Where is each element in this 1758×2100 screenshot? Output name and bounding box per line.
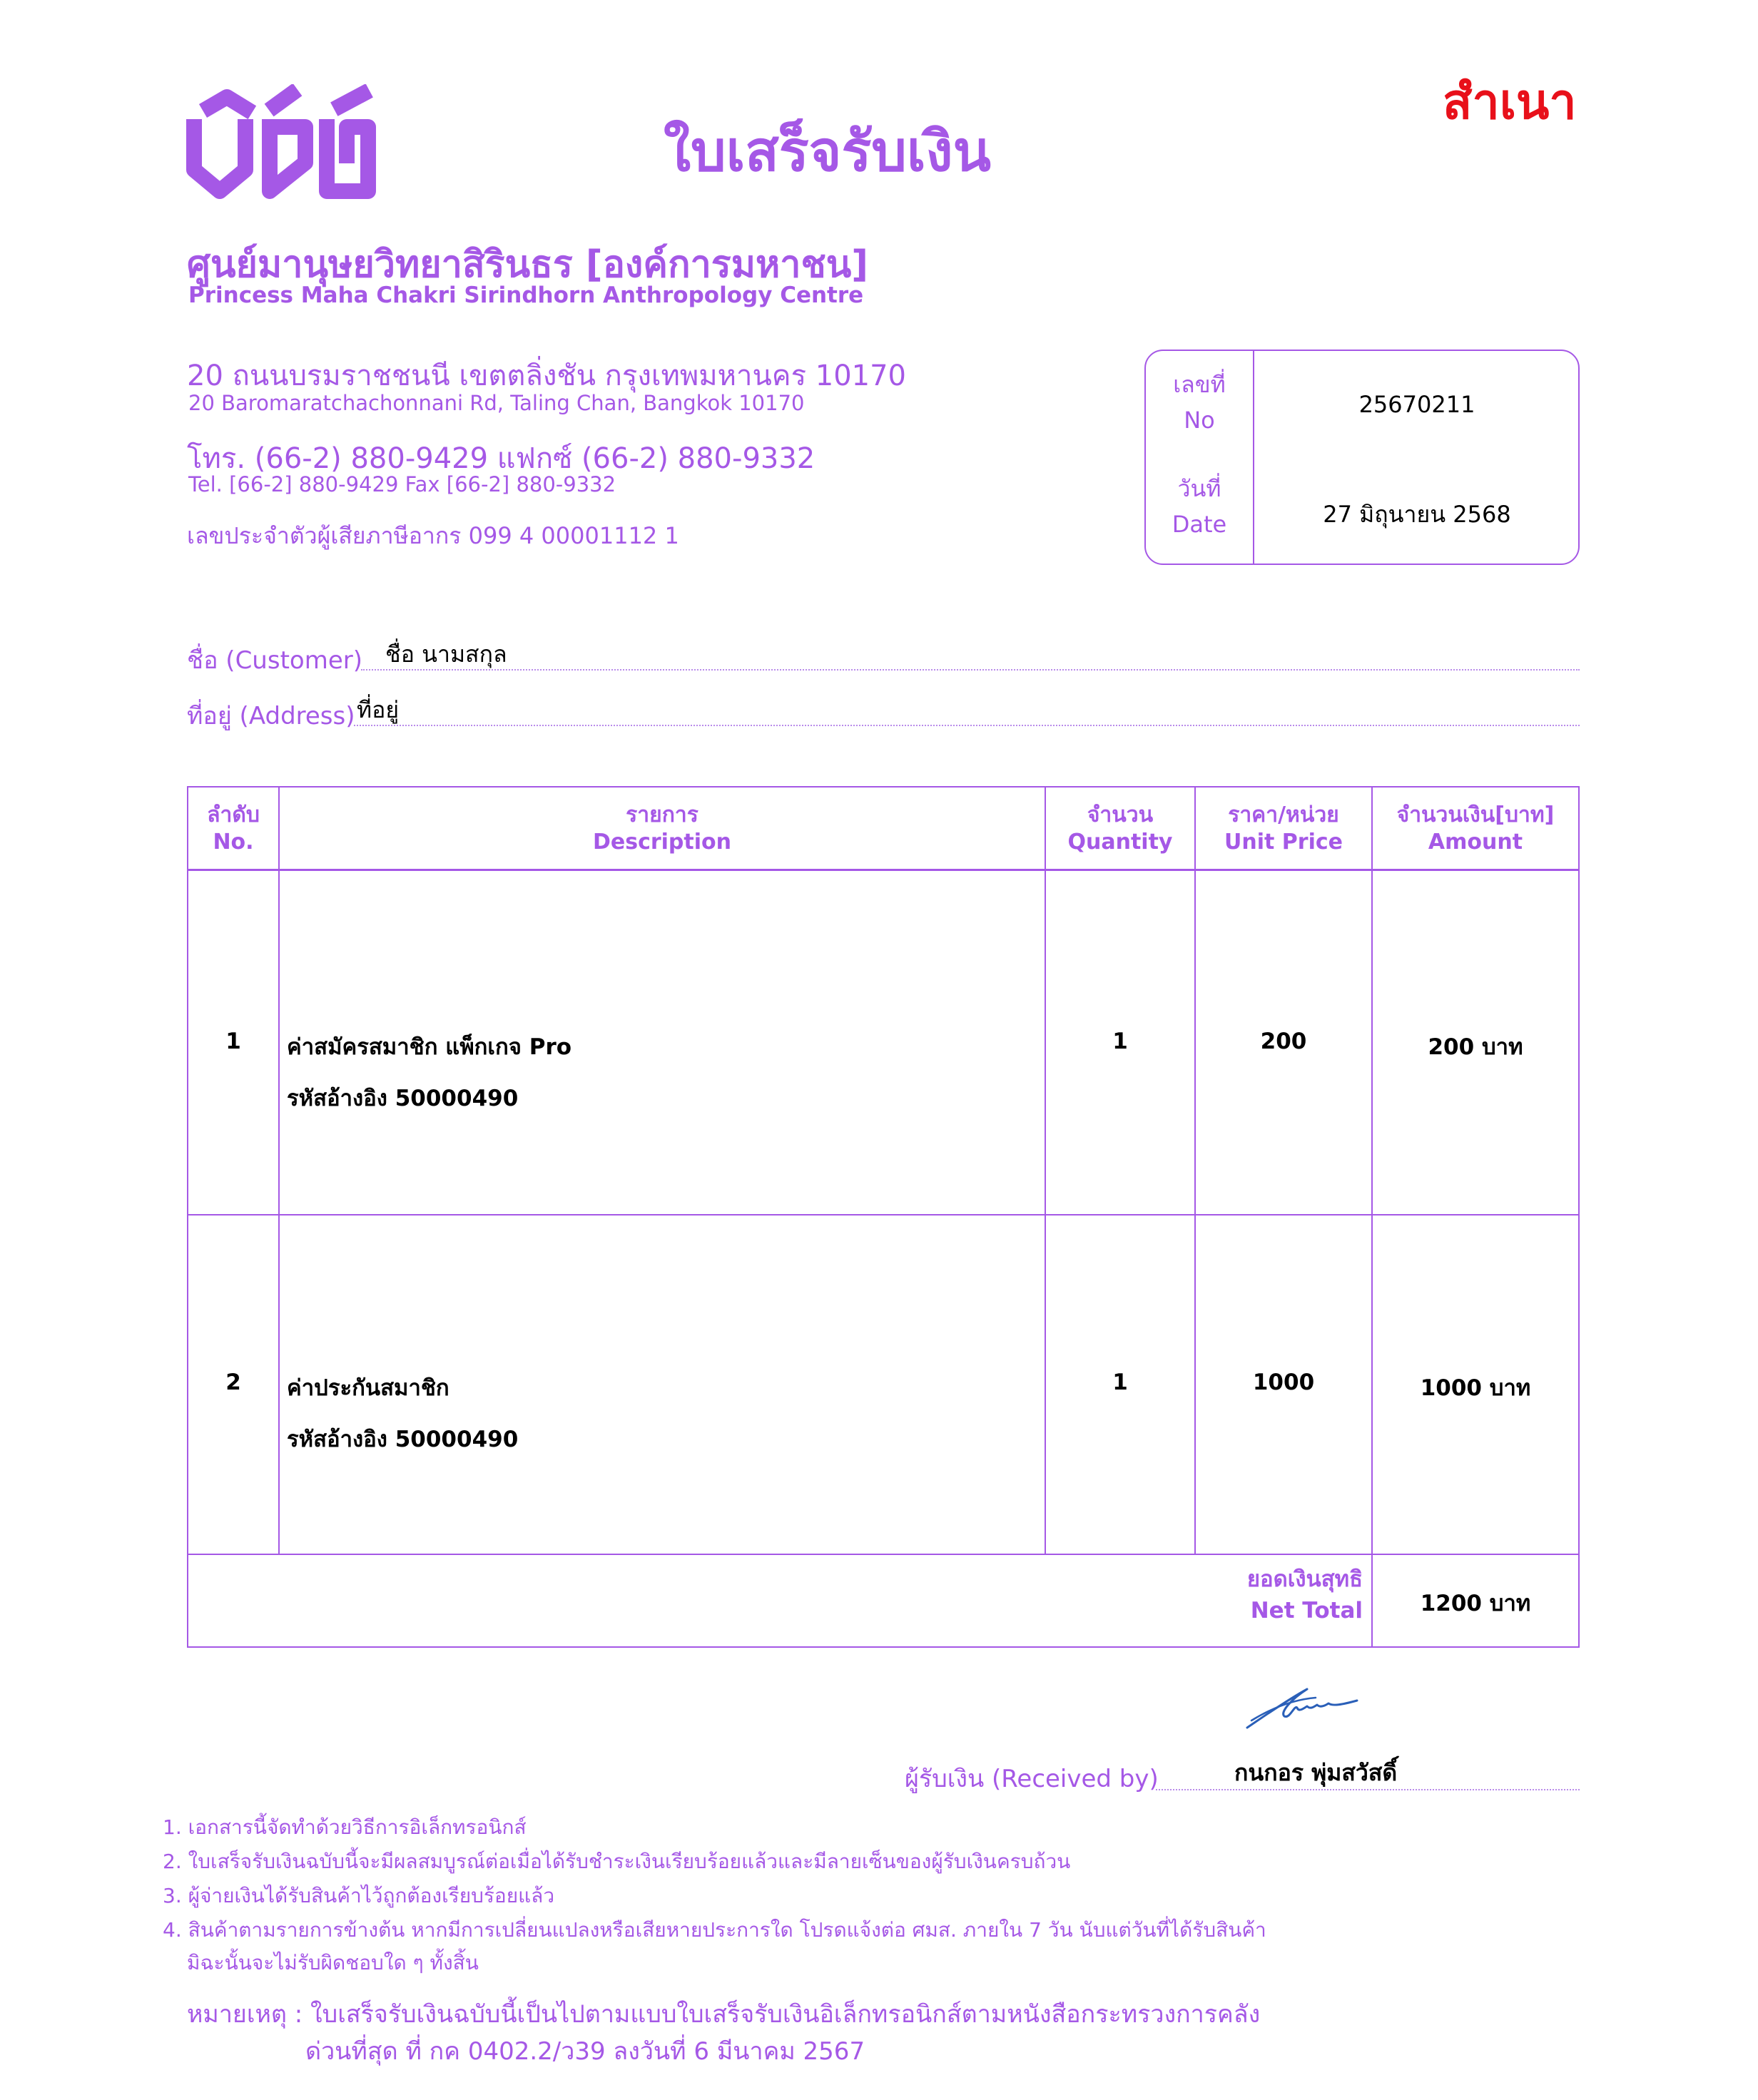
col-header-quantity <box>1046 802 1194 856</box>
row-1-no: 1 <box>225 1029 241 1054</box>
org-address-en: 20 Baromaratchachonnani Rd, Taling Chan, Bangkok 10170 <box>188 391 805 415</box>
customer-address-value: ที่อยู่ <box>357 696 400 723</box>
col-divider <box>1194 788 1196 1554</box>
row-2-quantity: 1 <box>1112 1370 1128 1395</box>
row-1-unit-price: 200 <box>1260 1029 1307 1054</box>
org-phone-th: โทร. (66-2) 880-9429 แฟกซ์ (66-2) 880-9332 <box>187 442 816 475</box>
col-header-description-en: Description <box>592 830 732 855</box>
row-2-unit-price: 1000 <box>1252 1370 1315 1395</box>
customer-name-label: ชื่อ (Customer) <box>187 646 362 675</box>
received-by-name: กนกอร พุ่มสวัสดิ์ <box>1234 1759 1398 1786</box>
receipt-date-value: 27 มิถุนายน 2568 <box>1323 501 1511 528</box>
row-2-description: ค่าประกันสมาชิก <box>287 1375 449 1401</box>
note-4-continued: มิฉะนั้นจะไม่รับผิดชอบใด ๆ ทั้งสิ้น <box>187 1951 479 1974</box>
row-1-quantity: 1 <box>1112 1029 1128 1054</box>
col-header-description-th: รายการ <box>626 802 698 827</box>
note-2: 2. ใบเสร็จรับเงินฉบับนี้จะมีผลสมบูรณ์ต่อเมื่อได้รับชำระเงินเรียบร้อยแล้วและมีลายเซ็นของผู้รับเงินครบถ้วน <box>163 1850 1071 1873</box>
receipt-date-label-en: Date <box>1172 511 1227 538</box>
row-1-reference: รหัสอ้างอิง 50000490 <box>287 1086 519 1111</box>
net-total-label <box>1247 1564 1363 1626</box>
org-name-en: Princess Maha Chakri Sirindhorn Anthropology Centre <box>188 282 864 308</box>
col-header-quantity-en: Quantity <box>1067 830 1173 855</box>
col-header-amount <box>1373 802 1578 856</box>
row-2-no: 2 <box>225 1370 241 1395</box>
col-header-amount-th: จำนวนเงิน[บาท] <box>1396 802 1555 827</box>
col-header-quantity-th: จำนวน <box>1087 802 1154 827</box>
col-header-description <box>280 802 1045 856</box>
receipt-date-label <box>1146 471 1253 542</box>
receipt-no-value: 25670211 <box>1358 391 1475 418</box>
tax-id: เลขประจำตัวผู้เสียภาษีอากร 099 4 00001112 1 <box>187 522 679 549</box>
customer-name-line <box>361 669 1580 671</box>
col-divider <box>1371 788 1373 1648</box>
net-total-label-en: Net Total <box>1250 1598 1363 1624</box>
note-4: 4. สินค้าตามรายการข้างต้น หากมีการเปลี่ยนแปลงหรือเสียหายประการใด โปรดแจ้งต่อ ศมส. ภายใน 7 วัน นับแต่วันที่ได้รับสินค้า <box>163 1918 1266 1942</box>
document-title: ใบเสร็จรับเงิน <box>664 120 991 184</box>
signature <box>1241 1683 1363 1733</box>
row-divider <box>188 1554 1578 1555</box>
col-header-unit-price-en: Unit Price <box>1224 830 1343 855</box>
receipt-info-box <box>1144 350 1580 565</box>
net-total-value: 1200 บาท <box>1420 1591 1531 1616</box>
note-1: 1. เอกสารนี้จัดทำด้วยวิธีการอิเล็กทรอนิกส์ <box>163 1815 527 1839</box>
col-divider <box>1045 788 1046 1554</box>
row-divider <box>188 1214 1578 1215</box>
col-header-unit-price <box>1196 802 1371 856</box>
customer-address-label: ที่อยู่ (Address) <box>187 702 355 730</box>
remark-line-2: ด่วนที่สุด ที่ กค 0402.2/ว39 ลงวันที่ 6 มีนาคม 2567 <box>305 2037 865 2066</box>
customer-address-line <box>354 725 1580 726</box>
note-3: 3. ผู้จ่ายเงินได้รับสินค้าไว้ถูกต้องเรียบร้อยแล้ว <box>163 1884 555 1907</box>
header-divider <box>188 869 1578 871</box>
received-by-label: ผู้รับเงิน (Received by) <box>905 1765 1159 1793</box>
receipt-no-label-en: No <box>1184 407 1215 434</box>
row-1-description: ค่าสมัครสมาชิก แพ็กเกจ Pro <box>287 1034 572 1060</box>
org-address-th: 20 ถนนบรมราชชนนี เขตตลิ่งชัน กรุงเทพมหานคร 10170 <box>187 360 907 392</box>
copy-label: สำเนา <box>1443 74 1577 131</box>
org-name-th: ศูนย์มานุษยวิทยาสิรินธร [องค์การมหาชน] <box>187 243 869 286</box>
col-header-amount-en: Amount <box>1428 830 1523 855</box>
items-table <box>187 786 1580 1648</box>
receipt-no-label-th: เลขที่ <box>1173 371 1226 398</box>
customer-name-value: ชื่อ นามสกุล <box>385 641 507 668</box>
row-2-amount: 1000 บาท <box>1420 1375 1531 1401</box>
net-total-label-th: ยอดเงินสุทธิ <box>1246 1566 1363 1592</box>
received-by-line <box>1156 1789 1580 1790</box>
row-2-reference: รหัสอ้างอิง 50000490 <box>287 1427 519 1452</box>
col-divider <box>278 788 280 1554</box>
receipt-no-label <box>1146 367 1253 438</box>
row-1-amount: 200 บาท <box>1428 1034 1523 1060</box>
col-header-unit-price-th: ราคา/หน่วย <box>1228 802 1339 827</box>
organization-logo <box>184 84 378 205</box>
col-header-no <box>188 802 278 856</box>
col-header-no-en: No. <box>213 830 254 855</box>
col-header-no-th: ลำดับ <box>207 802 260 827</box>
receipt-date-label-th: วันที่ <box>1177 475 1221 502</box>
org-phone-en: Tel. [66-2] 880-9429 Fax [66-2] 880-9332 <box>188 472 616 496</box>
remark-line-1: หมายเหตุ : ใบเสร็จรับเงินฉบับนี้เป็นไปตามแบบใบเสร็จรับเงินอิเล็กทรอนิกส์ตามหนังสือกระทรวงการคลัง <box>187 2000 1261 2029</box>
